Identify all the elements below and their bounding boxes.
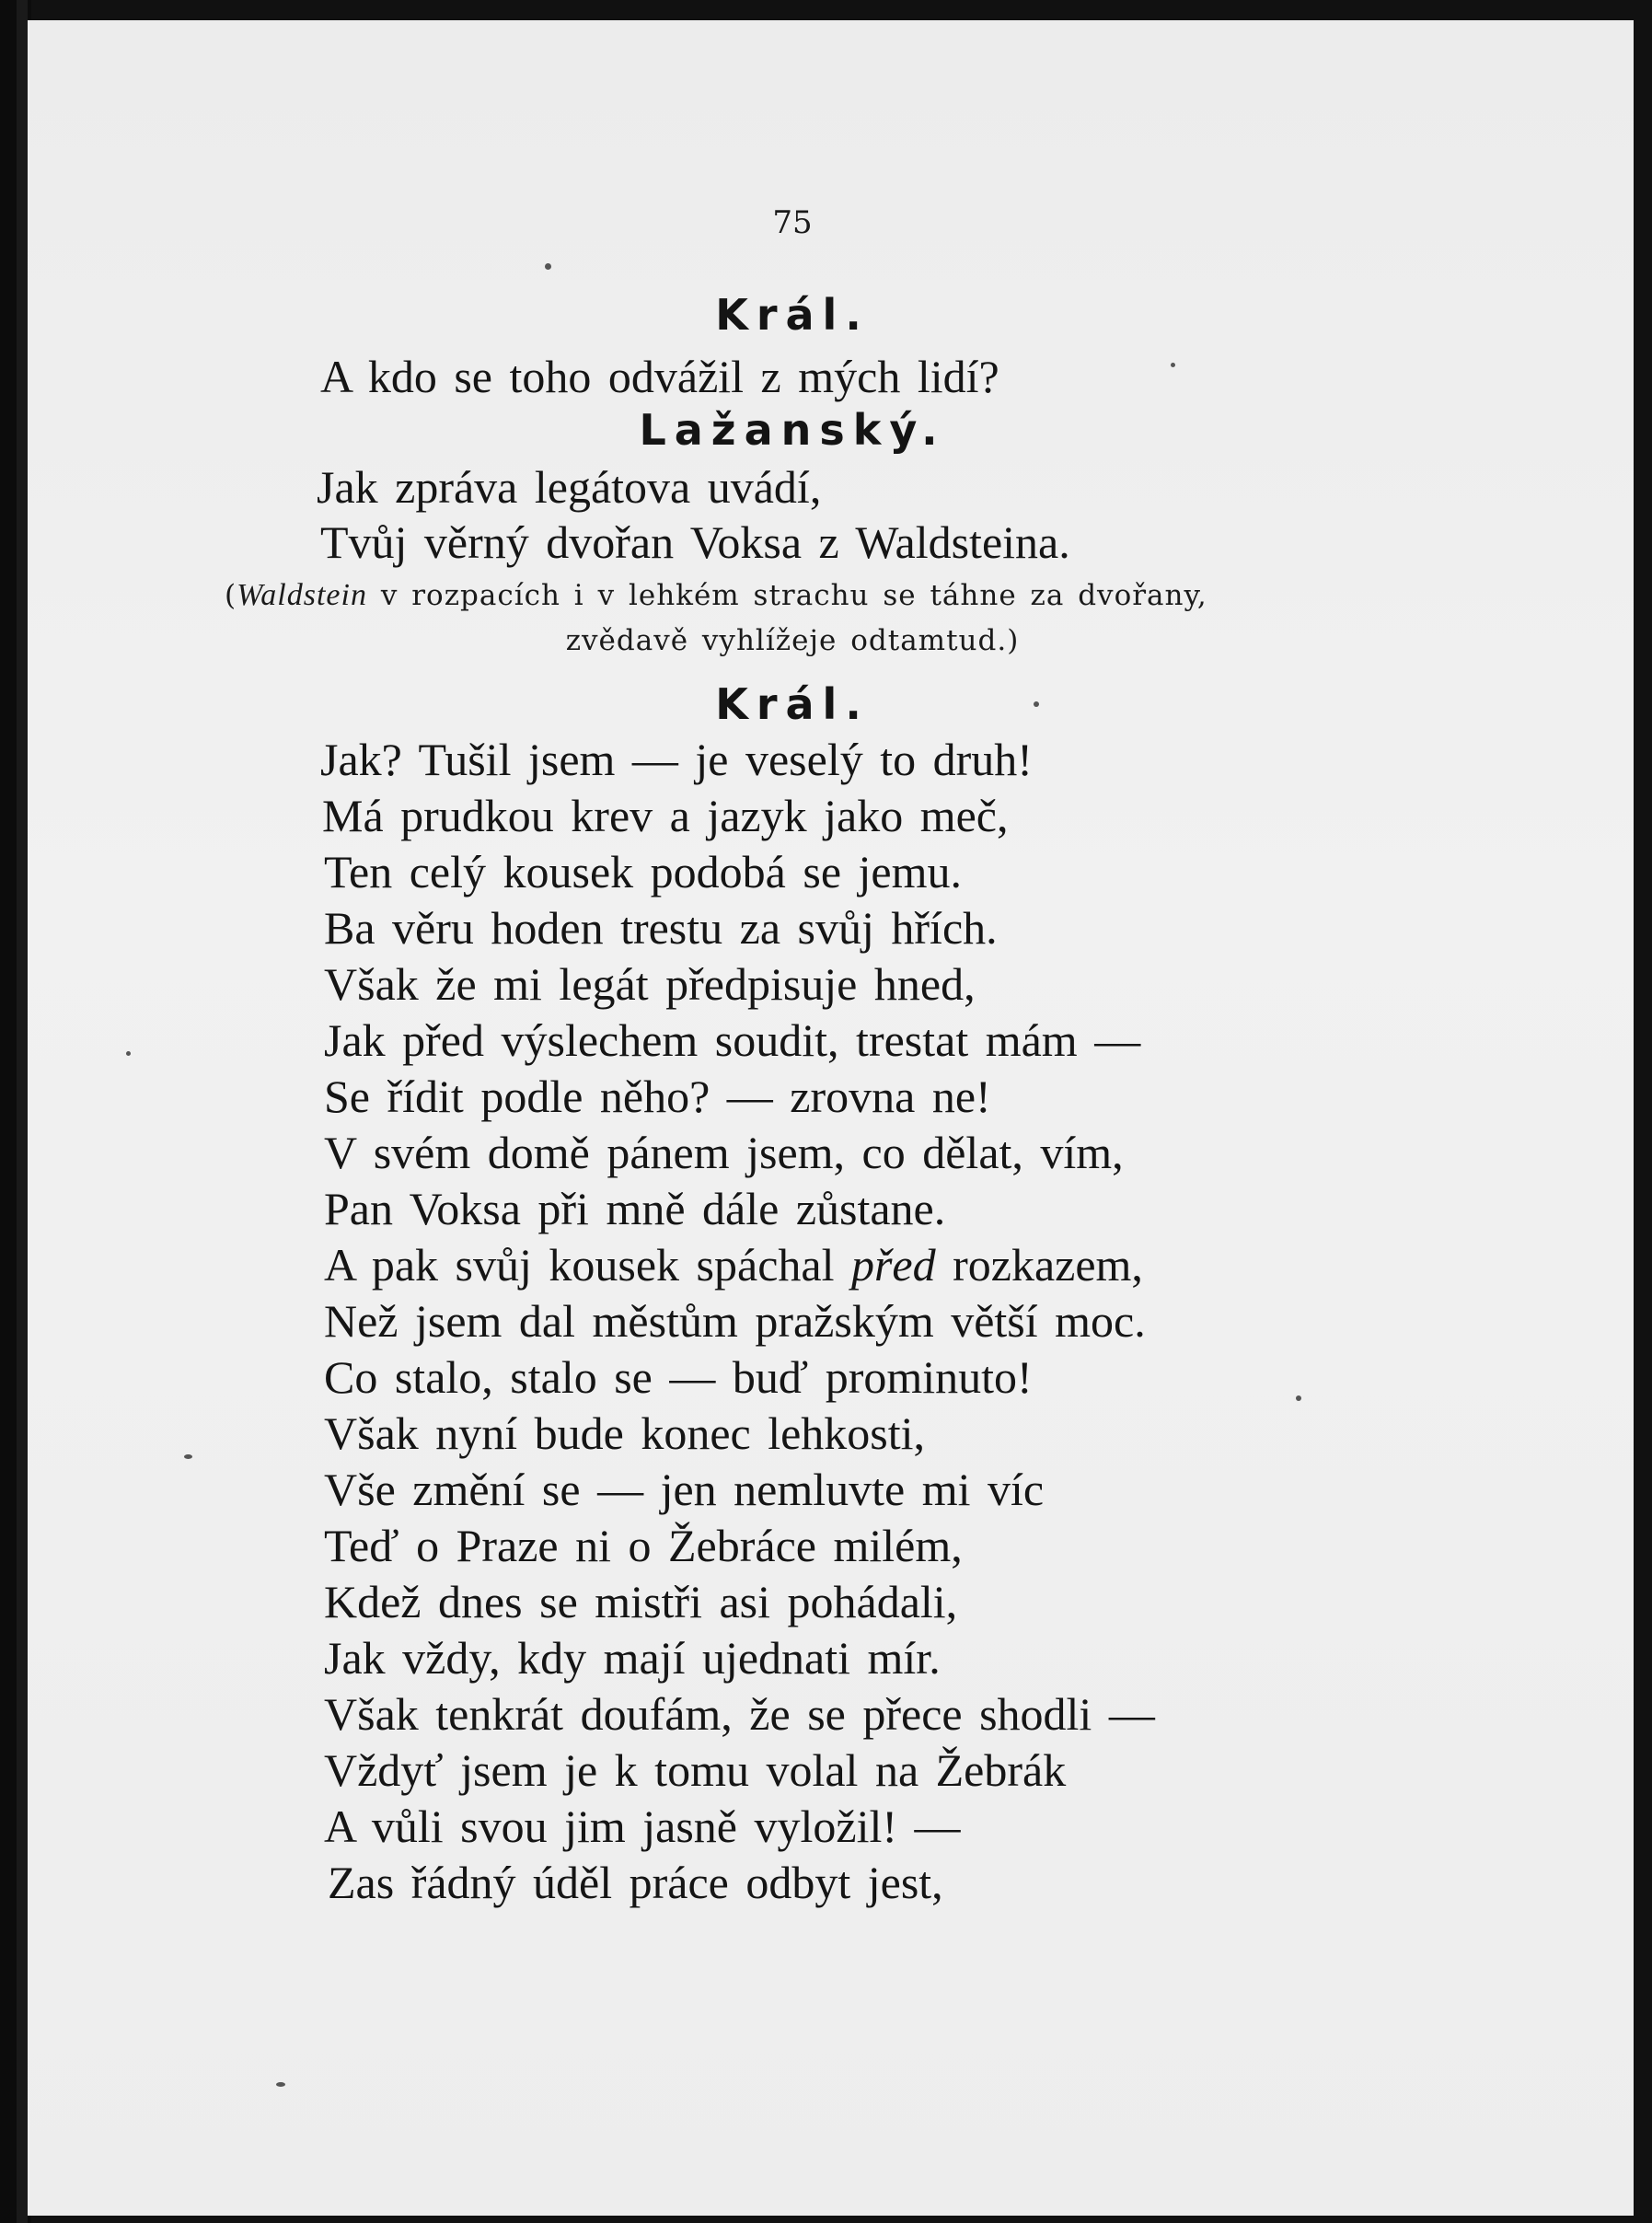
- verse-line: Co stalo, stalo se — buď prominuto!: [324, 1351, 1033, 1403]
- verse-line: Ten celý kousek podobá se jemu.: [324, 846, 962, 897]
- dust-speck: [1034, 701, 1039, 707]
- dust-speck: [276, 2082, 285, 2087]
- stage-direction-line-2: zvědavě vyhlížeje odtamtud.): [565, 624, 1020, 657]
- verse-line: A vůli svou jim jasně vyložil! —: [324, 1800, 961, 1852]
- stage-paren: (: [225, 579, 237, 612]
- verse-line-emphasis: [324, 1238, 1143, 1291]
- verse-line: Se řídit podle něho? — zrovna ne!: [324, 1071, 991, 1122]
- verse-line: Vše změní se — jen nemluvte mi víc: [324, 1464, 1045, 1515]
- dust-speck: [1296, 1395, 1301, 1401]
- verse-line: Má prudkou krev a jazyk jako meč,: [322, 790, 1009, 841]
- dust-speck: [184, 1454, 192, 1459]
- verse-line: Než jsem dal městům pražským větší moc.: [324, 1295, 1146, 1347]
- speaker-heading-kral: Král.: [715, 290, 870, 340]
- page-number: 75: [772, 204, 813, 241]
- verse-line: Tvůj věrný dvořan Voksa z Waldsteina.: [320, 516, 1070, 568]
- dust-speck: [545, 263, 551, 270]
- stage-character-name: Waldstein: [237, 578, 367, 612]
- stage-direction-line-1: [225, 578, 1207, 613]
- verse-line: Však nyní bude konec lehkosti,: [324, 1407, 926, 1459]
- verse-line: Jak před výslechem soudit, trestat mám —: [324, 1014, 1141, 1066]
- verse-line: Však tenkrát doufám, že se přece shodli —: [324, 1688, 1155, 1740]
- verse-line: Jak vždy, kdy mají ujednati mír.: [324, 1632, 941, 1684]
- verse-line: Teď o Praze ni o Žebráce milém,: [324, 1520, 963, 1571]
- verse-line: Jak? Tušil jsem — je veselý to druh!: [320, 734, 1033, 785]
- verse-line: Ba věru hoden trestu za svůj hřích.: [324, 902, 998, 954]
- dust-speck: [1171, 363, 1175, 367]
- verse-line: Vždyť jsem je k tomu volal na Žebrák: [324, 1744, 1067, 1796]
- verse-line: Však že mi legát předpisuje hned,: [324, 958, 976, 1010]
- speaker-heading-lazansky: Lažanský.: [639, 405, 946, 455]
- verse-line: Pan Voksa při mně dále zůstane.: [324, 1183, 946, 1234]
- verse-text: A pak svůj kousek spáchal: [324, 1239, 851, 1291]
- verse-line: V svém domě pánem jsem, co dělat, vím,: [324, 1127, 1124, 1178]
- speaker-heading-kral: Král.: [715, 679, 870, 729]
- verse-line: Zas řádný úděl práce odbyt jest,: [328, 1857, 943, 1908]
- verse-line: A kdo se toho odvážil z mých lidí?: [320, 351, 999, 402]
- emphasized-word: před: [850, 1239, 936, 1291]
- verse-line: Kdež dnes se mistři asi pohádali,: [324, 1576, 958, 1627]
- dust-speck: [126, 1051, 131, 1056]
- stage-direction-text: v rozpacích i v lehkém strachu se táhne za dvořany,: [366, 579, 1207, 612]
- verse-line: Jak zpráva legátova uvádí,: [317, 461, 822, 513]
- verse-text: rozkazem,: [935, 1239, 1143, 1291]
